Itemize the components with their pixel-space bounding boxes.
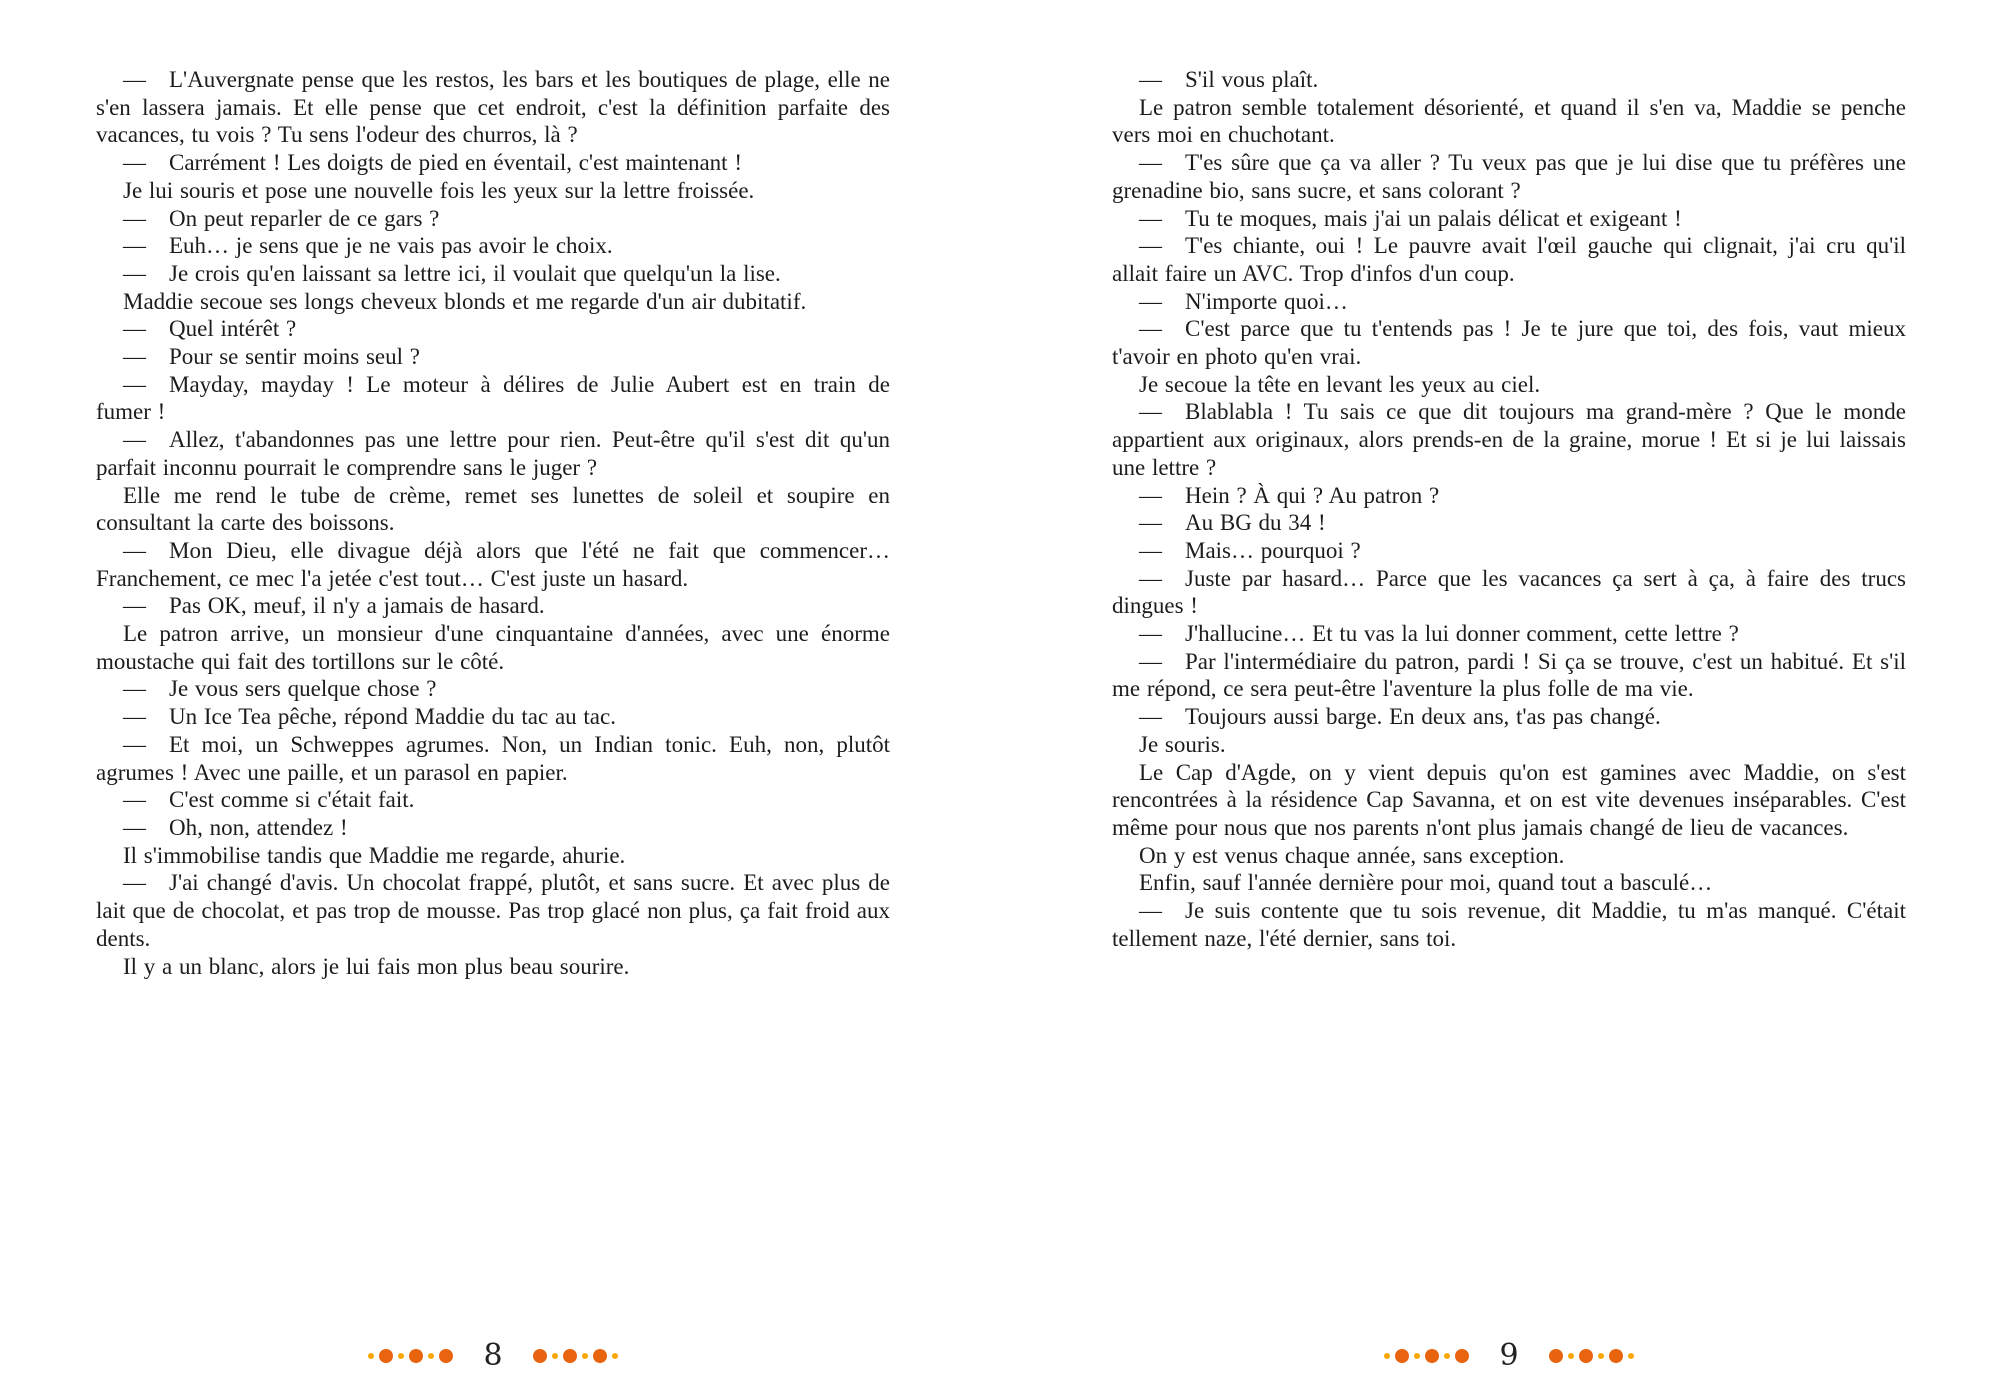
paragraph: Le Cap d'Agde, on y vient depuis qu'on est gamines avec Maddie, on s'est rencontrées à la résidence Cap Savanna, et on est vite devenues inséparables. C'est même pour nous que nos parents n'ont plus jamais changé de lieu de vacances. [1112,759,1906,840]
paragraph: — Et moi, un Schweppes agrumes. Non, un Indian tonic. Euh, non, plutôt agrumes ! Avec une paille, et un parasol en papier. [96,731,890,785]
paragraph: Le patron semble totalement désorienté, et quand il s'en va, Maddie se penche vers moi en chuchotant. [1112,94,1906,148]
page-left-footer [96,1338,890,1374]
paragraph: — On peut reparler de ce gars ? [123,205,440,231]
paragraph: On y est venus chaque année, sans exception. [1139,842,1565,868]
ornament-dot-icon [1579,1349,1593,1363]
ornament-dot-icon [398,1353,404,1359]
paragraph: — Tu te moques, mais j'ai un palais délicat et exigeant ! [1139,205,1682,231]
paragraph: — L'Auvergnate pense que les restos, les bars et les boutiques de plage, elle ne s'en lassera jamais. Et elle pense que cet endroit, c'est la définition parfaite des vacances, tu vois ? Tu sens l'odeur des churros, là ? [96,67,890,148]
paragraph: Le patron arrive, un monsieur d'une cinquantaine d'années, avec une énorme moustache qui fait des tortillons sur le côté. [96,621,890,674]
ornament-dot-icon [1598,1353,1604,1359]
paragraph: — Pour se sentir moins seul ? [123,344,420,370]
ornament-dots-icon [368,1349,453,1363]
paragraph: — J'ai changé d'avis. Un chocolat frappé, plutôt, et sans sucre. Et avec plus de lait que de chocolat, et pas trop de mousse. Pas trop glacé non plus, ça fait froid aux dents. [96,870,890,951]
paragraph: — Un Ice Tea pêche, répond Maddie du tac au tac. [123,704,616,730]
paragraph: — Juste par hasard… Parce que les vacances ça sert à ça, à faire des trucs dingues ! [1112,565,1906,619]
paragraph: Je secoue la tête en levant les yeux au ciel. [1139,371,1541,397]
paragraph: — Je vous sers quelque chose ? [123,676,437,702]
paragraph: — N'importe quoi… [1139,288,1348,314]
ornament-dot-icon [582,1353,588,1359]
paragraph: Je souris. [1139,731,1226,757]
page-right-text [1112,66,1906,953]
paragraph: — Mais… pourquoi ? [1139,537,1361,563]
ornament-dot-icon [1628,1353,1634,1359]
ornament-dot-icon [379,1349,393,1363]
paragraph: — Mon Dieu, elle divague déjà alors que l'été ne fait que commencer… Franchement, ce mec l'a jetée c'est tout… C'est juste un hasard. [96,537,890,591]
paragraph: — C'est comme si c'était fait. [123,787,415,813]
paragraph: — Allez, t'abandonnes pas une lettre pour rien. Peut-être qu'il s'est dit qu'un parfait inconnu pourrait le comprendre sans le juger ? [96,427,890,480]
ornament-dot-icon [563,1349,577,1363]
page-number-left: 8 [483,1338,503,1373]
ornament-dot-icon [368,1353,374,1359]
ornament-dot-icon [612,1353,618,1359]
paragraph: — Mayday, mayday ! Le moteur à délires de Julie Aubert est en train de fumer ! [96,371,890,425]
ornament-dot-icon [1395,1349,1409,1363]
paragraph: — Toujours aussi barge. En deux ans, t'as pas changé. [1139,704,1661,730]
paragraph: Elle me rend le tube de crème, remet ses lunettes de soleil et soupire en consultant la carte des boissons. [96,482,890,536]
ornament-dot-icon [428,1353,434,1359]
paragraph: Enfin, sauf l'année dernière pour moi, quand tout a basculé… [1139,870,1713,896]
paragraph: — Carrément ! Les doigts de pied en éventail, c'est maintenant ! [123,150,742,176]
ornament-dots-icon [1384,1349,1469,1363]
paragraph: — T'es sûre que ça va aller ? Tu veux pas que je lui dise que tu préfères une grenadine bio, sans sucre, et sans colorant ? [1112,150,1906,203]
paragraph: — Euh… je sens que je ne vais pas avoir le choix. [123,233,613,259]
ornament-dot-icon [1609,1349,1623,1363]
paragraph: — S'il vous plaît. [1139,67,1319,92]
paragraph: — Blablabla ! Tu sais ce que dit toujours ma grand-mère ? Que le monde appartient aux originaux, alors prends-en de la graine, morue ! Et si je lui laissais une lettre ? [1112,399,1906,480]
ornament-dot-icon [1549,1349,1563,1363]
paragraph: — J'hallucine… Et tu vas la lui donner comment, cette lettre ? [1139,621,1739,647]
paragraph: — Pas OK, meuf, il n'y a jamais de hasard. [123,593,545,619]
ornament-dot-icon [593,1349,607,1363]
paragraph: — C'est parce que tu t'entends pas ! Je te jure que toi, des fois, vaut mieux t'avoir en photo qu'en vrai. [1112,316,1906,370]
paragraph: — Au BG du 34 ! [1139,510,1326,536]
page-number-right: 9 [1499,1338,1519,1373]
paragraph: Maddie secoue ses longs cheveux blonds et me regarde d'un air dubitatif. [123,288,807,314]
ornament-dot-icon [1384,1353,1390,1359]
ornament-dot-icon [1414,1353,1420,1359]
page-right-footer [1112,1338,1906,1374]
paragraph: — Je crois qu'en laissant sa lettre ici, il voulait que quelqu'un la lise. [123,260,781,286]
ornament-dot-icon [409,1349,423,1363]
paragraph: Je lui souris et pose une nouvelle fois les yeux sur la lettre froissée. [123,177,755,203]
ornament-dot-icon [552,1353,558,1359]
paragraph: — Par l'intermédiaire du patron, pardi ! Si ça se trouve, c'est un habitué. Et s'il me répond, ce sera peut-être l'aventure la plus folle de ma vie. [1112,648,1906,702]
ornament-dot-icon [533,1349,547,1363]
paragraph: Il y a un blanc, alors je lui fais mon plus beau sourire. [123,953,630,979]
ornament-dot-icon [1455,1349,1469,1363]
ornament-dot-icon [1568,1353,1574,1359]
paragraph: — Oh, non, attendez ! [123,814,348,840]
ornament-dots-icon [1549,1349,1634,1363]
ornament-dot-icon [1425,1349,1439,1363]
paragraph: — Je suis contente que tu sois revenue, dit Maddie, tu m'as manqué. C'était tellement naze, l'été dernier, sans toi. [1112,898,1906,951]
paragraph: Il s'immobilise tandis que Maddie me regarde, ahurie. [123,842,626,868]
ornament-dots-icon [533,1349,618,1363]
ornament-dot-icon [1444,1353,1450,1359]
page-left-text [96,66,890,980]
paragraph: — T'es chiante, oui ! Le pauvre avait l'œil gauche qui clignait, j'ai cru qu'il allait faire un AVC. Trop d'infos d'un coup. [1112,233,1906,286]
paragraph: — Hein ? À qui ? Au patron ? [1139,482,1440,508]
ornament-dot-icon [439,1349,453,1363]
paragraph: — Quel intérêt ? [123,316,297,342]
